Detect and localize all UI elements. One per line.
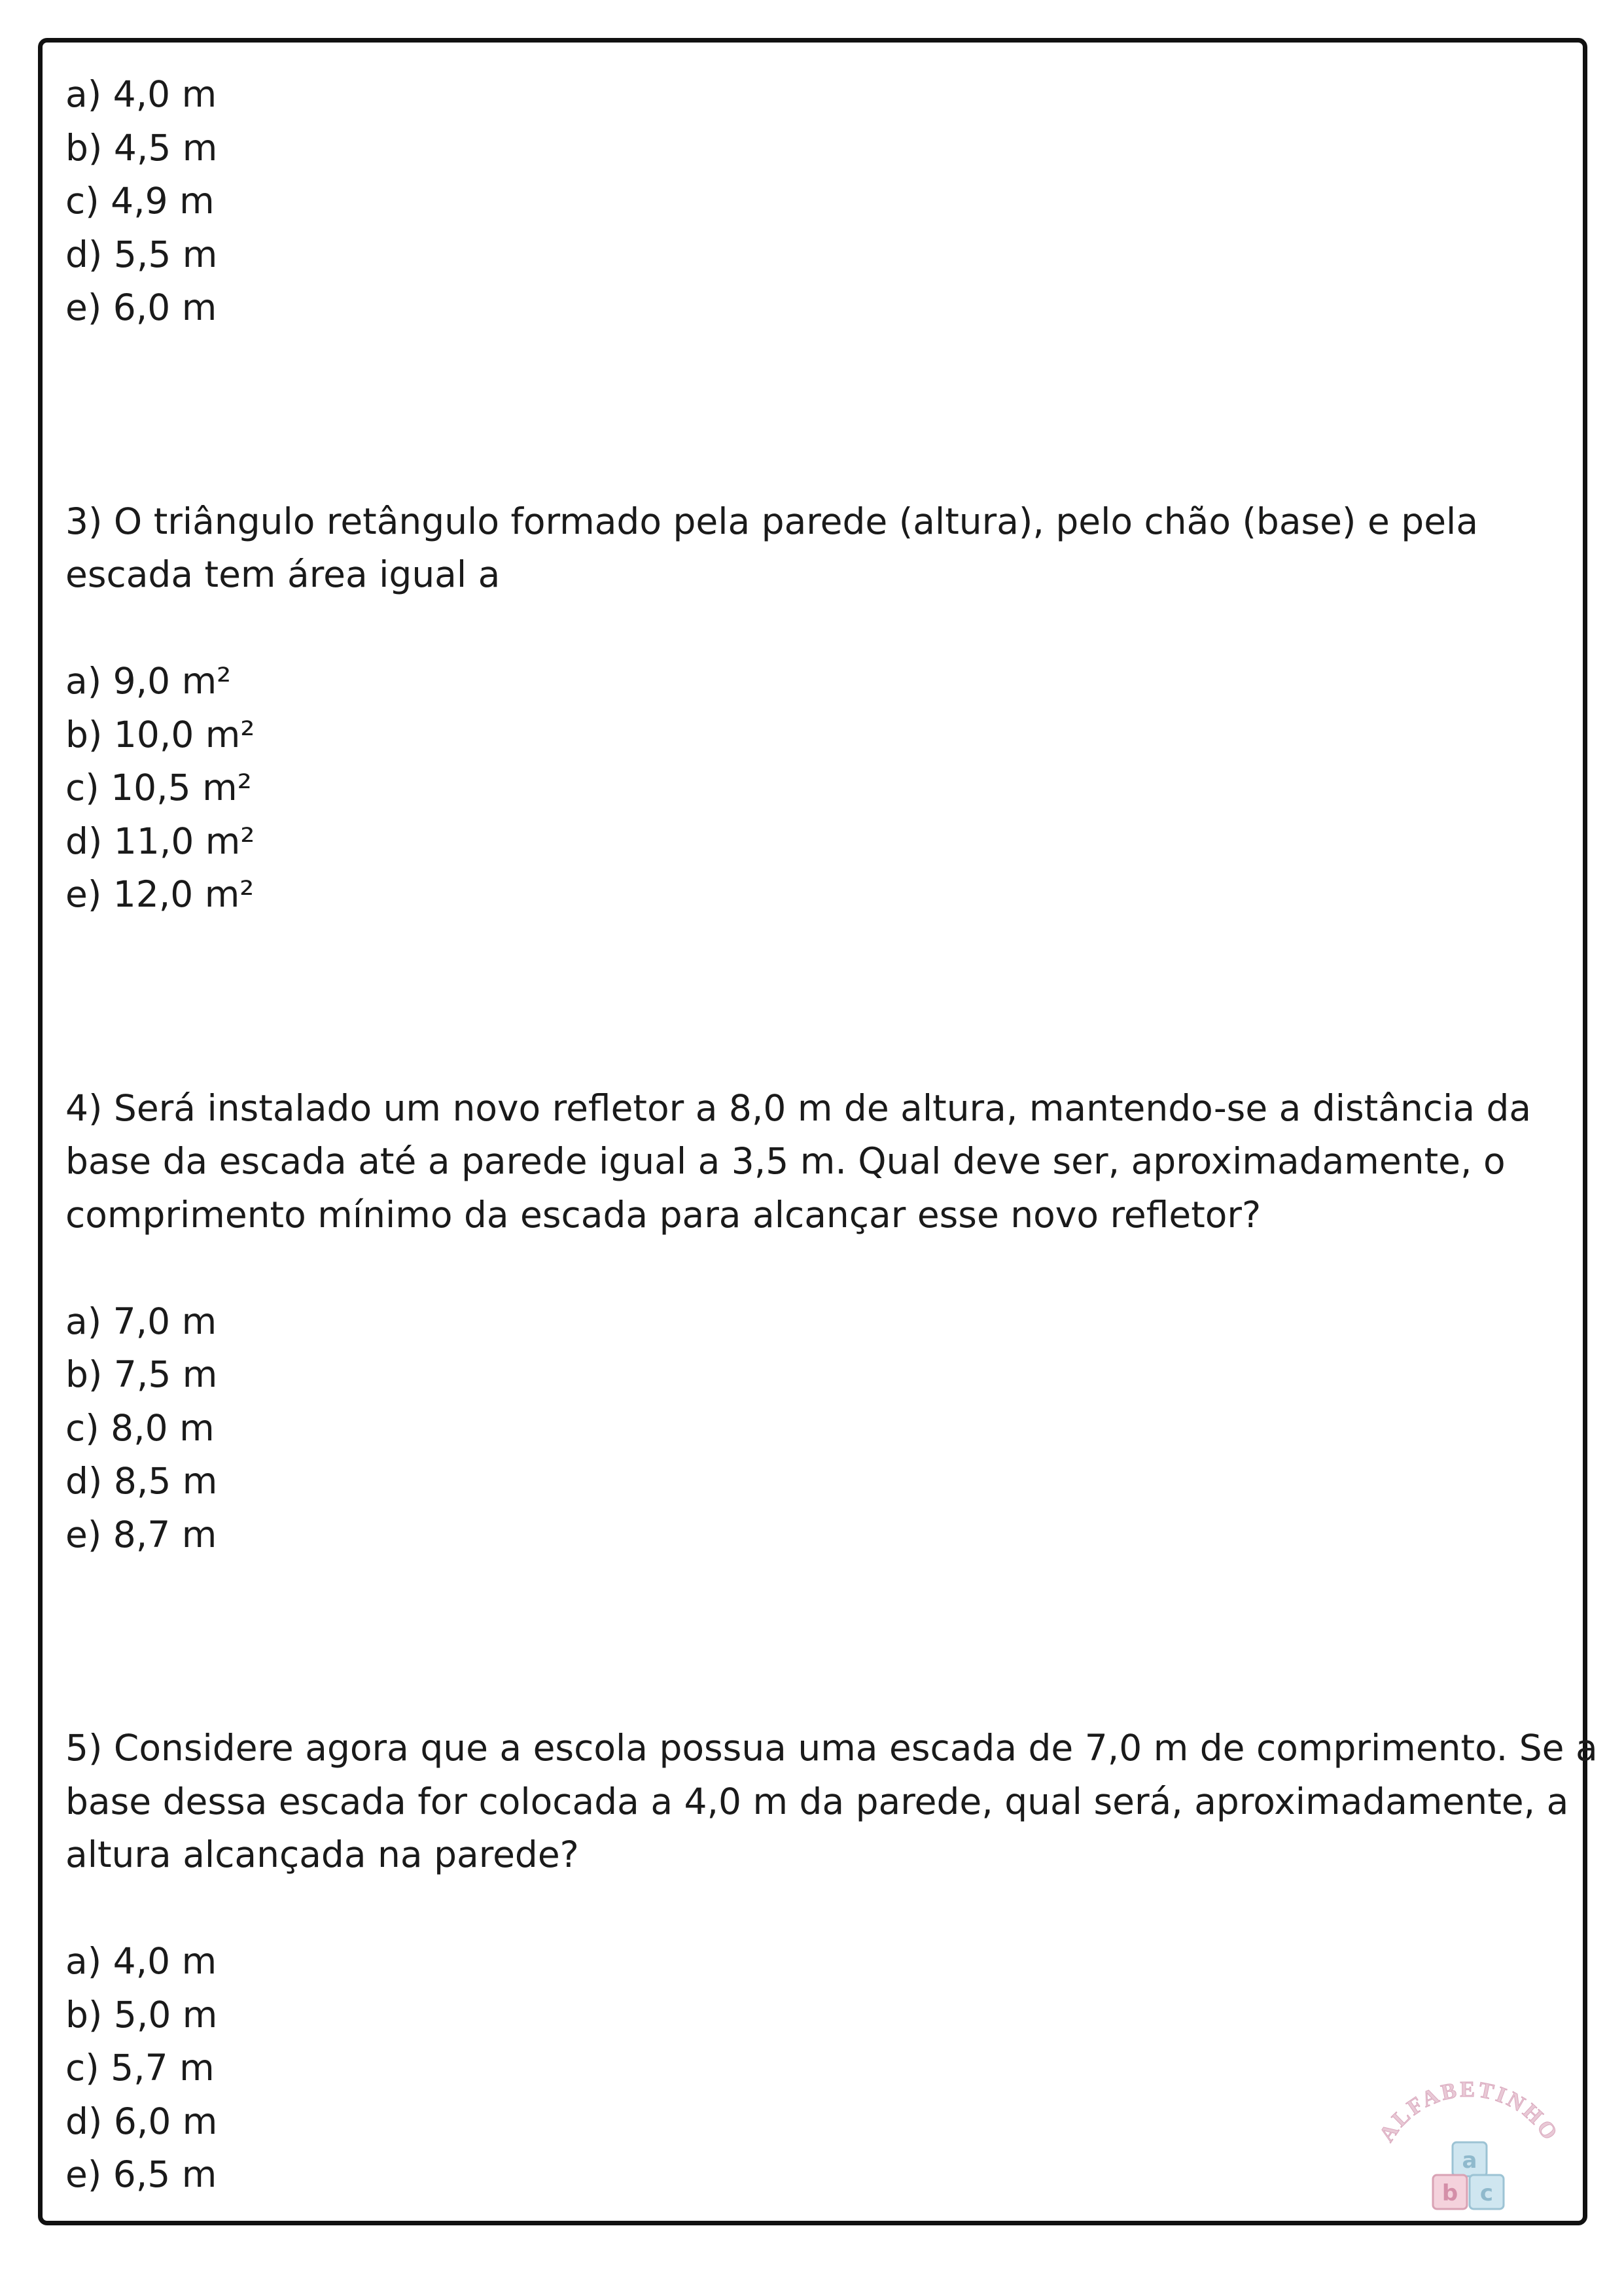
question-5-text-line-2: base dessa escada for colocada a 4,0 m da parede, qual será, aproximadamente, a: [65, 1780, 1569, 1822]
question-4-text-line-2: base da escada até a parede igual a 3,5 m. Qual deve ser, aproximadamente, o: [65, 1140, 1506, 1182]
option-q3-a: a) 9,0 m²: [65, 660, 232, 702]
option-q3-c: c) 10,5 m²: [65, 767, 252, 809]
spacer: [65, 335, 1570, 495]
question-5-text-line-3: altura alcançada na parede?: [65, 1834, 579, 1875]
spacer: [65, 922, 1570, 1082]
spacer: [65, 602, 1570, 655]
spacer: [65, 1242, 1570, 1295]
option-q3-b: b) 10,0 m²: [65, 713, 255, 756]
spacer: [65, 1882, 1570, 1936]
question-5-text-line-1: 5) Considere agora que a escola possua uma escada de 7,0 m de comprimento. Se a: [65, 1727, 1598, 1769]
option-q2-a: a) 4,0 m: [65, 73, 217, 115]
option-q2-e: e) 6,0 m: [65, 287, 217, 328]
question-3: [65, 495, 1570, 922]
spacer: [65, 1561, 1570, 1722]
logo-wordmark: ALFABETINHO: [1374, 2078, 1564, 2147]
option-q2-b: b) 4,5 m: [65, 126, 218, 169]
option-q3-e: e) 12,0 m²: [65, 873, 255, 915]
option-q2-d: d) 5,5 m: [65, 233, 218, 275]
option-q4-a: a) 7,0 m: [65, 1300, 217, 1342]
option-q4-b: b) 7,5 m: [65, 1353, 218, 1395]
question-3-text-line-1: 3) O triângulo retângulo formado pela parede (altura), pelo chão (base) e pela: [65, 500, 1479, 542]
question-3-text-line-2: escada tem área igual a: [65, 553, 501, 595]
logo-block-left-letter: b: [1441, 2180, 1458, 2206]
option-q2-c: c) 4,9 m: [65, 180, 215, 222]
option-q3-d: d) 11,0 m²: [65, 820, 255, 862]
option-q5-c: c) 5,7 m: [65, 2047, 215, 2089]
question-4-text-line-1: 4) Será instalado um novo refletor a 8,0 m de altura, mantendo-se a distância da: [65, 1087, 1532, 1129]
option-q5-d: d) 6,0 m: [65, 2100, 218, 2142]
logo-block-right-letter: c: [1479, 2180, 1494, 2206]
question-4-text-line-3: comprimento mínimo da escada para alcançar esse novo refletor?: [65, 1193, 1262, 1236]
svg-text:ALFABETINHO: [1375, 2078, 1563, 2146]
alfabetinho-logo: [1361, 2074, 1577, 2218]
question-4: [65, 1082, 1570, 1562]
logo-block-top-letter: a: [1462, 2148, 1477, 2174]
question-2-options: [65, 68, 1570, 335]
option-q4-c: c) 8,0 m: [65, 1406, 215, 1449]
option-q5-b: b) 5,0 m: [65, 1993, 218, 2036]
option-q4-d: d) 8,5 m: [65, 1460, 218, 1502]
question-5: [65, 1722, 1598, 2202]
worksheet-content: [65, 68, 1598, 2202]
option-q5-a: a) 4,0 m: [65, 1940, 217, 1982]
option-q5-e: e) 6,5 m: [65, 2153, 217, 2195]
option-q4-e: e) 8,7 m: [65, 1513, 217, 1556]
